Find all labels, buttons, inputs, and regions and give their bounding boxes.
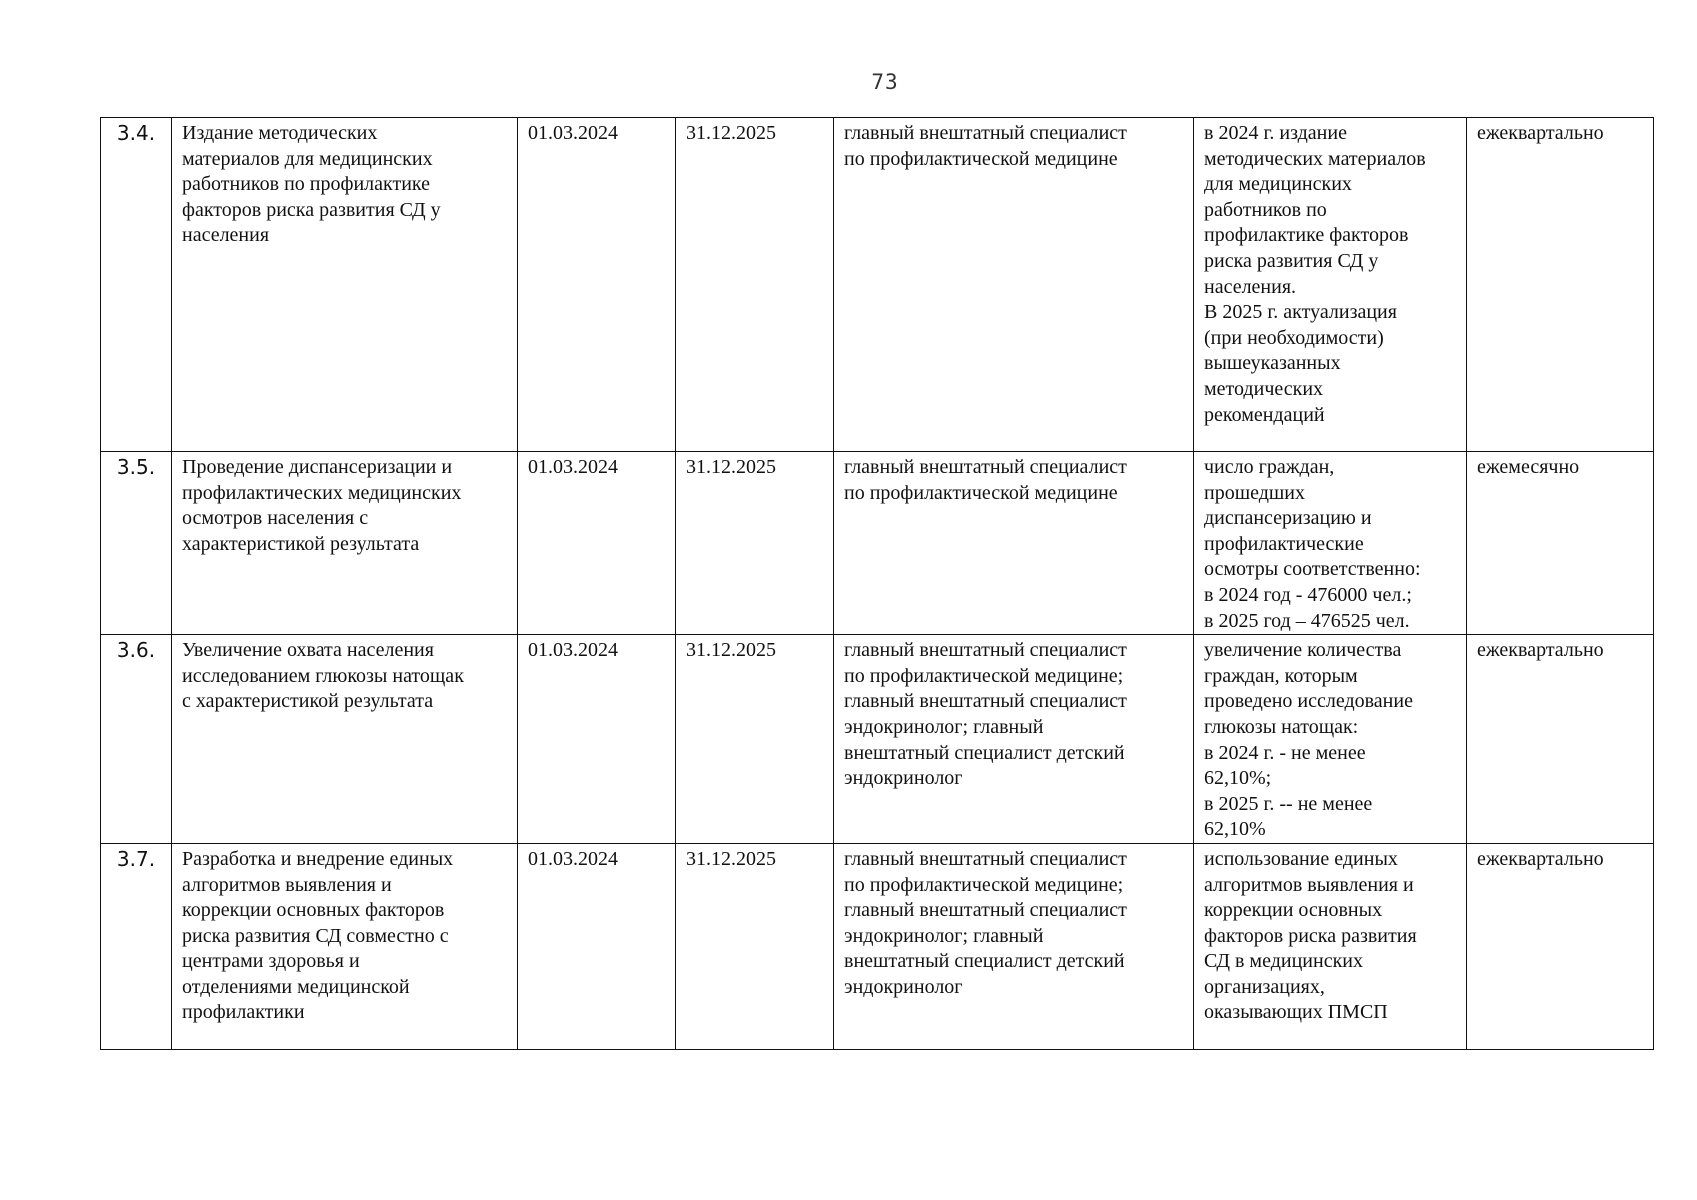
start-date-cell: 01.03.2024 [518, 635, 676, 844]
activity-cell: Издание методических материалов для медицинских работников по профилактике факторов риска развития СД у населения [172, 118, 518, 452]
responsible-cell: главный внештатный специалист по профилактической медицине; главный внештатный специалист эндокринолог; главный внештатный специалист детский эндокринолог [834, 635, 1194, 844]
item-number: 3.6. [101, 635, 172, 844]
table-row-3-4 [101, 118, 1654, 452]
frequency-cell: ежеквартально [1467, 843, 1654, 1049]
frequency-cell: ежеквартально [1467, 118, 1654, 452]
responsible-cell: главный внештатный специалист по профилактической медицине [834, 452, 1194, 635]
start-date-cell: 01.03.2024 [518, 118, 676, 452]
table-row-3-5 [101, 452, 1654, 635]
activity-cell: Увеличение охвата населения исследованием глюкозы натощак с характеристикой результата [172, 635, 518, 844]
end-date-cell: 31.12.2025 [676, 635, 834, 844]
result-cell: увеличение количества граждан, которым проведено исследование глюкозы натощак: в 2024 г. - не менее 62,10%; в 2025 г. -- не менее 62,10% [1194, 635, 1467, 844]
end-date-cell: 31.12.2025 [676, 118, 834, 452]
result-cell: число граждан, прошедших диспансеризацию и профилактические осмотры соответственно: в 2024 год - 476000 чел.; в 2025 год – 476525 чел. [1194, 452, 1467, 635]
end-date-cell: 31.12.2025 [676, 452, 834, 635]
end-date-cell: 31.12.2025 [676, 843, 834, 1049]
table-row-3-6 [101, 635, 1654, 844]
frequency-cell: ежемесячно [1467, 452, 1654, 635]
responsible-cell: главный внештатный специалист по профилактической медицине [834, 118, 1194, 452]
start-date-cell: 01.03.2024 [518, 843, 676, 1049]
item-number: 3.5. [101, 452, 172, 635]
page-number: 73 [871, 70, 899, 94]
start-date-cell: 01.03.2024 [518, 452, 676, 635]
table-row-3-7 [101, 843, 1654, 1049]
frequency-cell: ежеквартально [1467, 635, 1654, 844]
activity-cell: Разработка и внедрение единых алгоритмов выявления и коррекции основных факторов риска развития СД совместно с центрами здоровья и отделениями медицинской профилактики [172, 843, 518, 1049]
result-cell: в 2024 г. издание методических материалов для медицинских работников по профилактике факторов риска развития СД у населения. В 2025 г. актуализация (при необходимости) вышеуказанных методических рекомендаций [1194, 118, 1467, 452]
item-number: 3.4. [101, 118, 172, 452]
item-number: 3.7. [101, 843, 172, 1049]
responsible-cell: главный внештатный специалист по профилактической медицине; главный внештатный специалист эндокринолог; главный внештатный специалист детский эндокринолог [834, 843, 1194, 1049]
result-cell: использование единых алгоритмов выявления и коррекции основных факторов риска развития СД в медицинских организациях, оказывающих ПМСП [1194, 843, 1467, 1049]
activity-cell: Проведение диспансеризации и профилактических медицинских осмотров населения с характеристикой результата [172, 452, 518, 635]
activity-plan-table [100, 117, 1654, 1050]
